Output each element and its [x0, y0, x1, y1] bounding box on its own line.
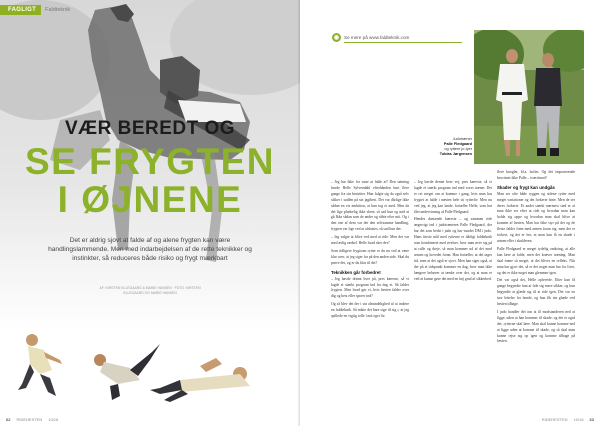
- intro-text: Det er aldrig sjovt at falde af og alene frygten kan være handlingslammende. Men med indarbejdelsen af de rette teknikker og instinkter, så reduceres både risiko og frygt mærkbart: [48, 237, 252, 262]
- web-reference[interactable]: [332, 33, 409, 42]
- col3-paragraph: Det var også det, Helle oplevede. Efter kun få gange begyndte hun at føle sig mere sikker, og hun begyndte at glæde sig til at ride igen. Det var en stor lettelse for hende, og hun fik sin glæde ved hesten tilbage.: [497, 278, 575, 307]
- falling-technique-photos: [0, 330, 300, 410]
- section-tag: [0, 4, 70, 16]
- body-column-3: [497, 170, 575, 347]
- section-sub-label: Faldteknik: [45, 7, 71, 13]
- caption-line-1: Judotræner: [452, 137, 472, 141]
- headline-line-2: SE FRYGTEN: [24, 141, 276, 182]
- photo-caption: [420, 137, 472, 157]
- globe-icon: ◉: [333, 35, 340, 41]
- byline: AF: KIRSTEN ELLEGAARD & MARIE HANSEN · FOTO: KIRSTEN ELLEGAARD OG MARIE HANSEN: [99, 286, 201, 295]
- col1-subheading: Teknikken går forbedret: [331, 269, 381, 275]
- caption-line-4: Tobias Jørgensen: [439, 152, 472, 156]
- figure-roll: [94, 344, 160, 400]
- col1-paragraph: – Jeg havde drømt hver på, pres kæreste, så vi lagde et stærkt program ind fra dag et. Så falder frygten. Men hvad gør vi, hvis hesten falder over dig og hest eller sporer ind?: [331, 276, 409, 299]
- headline-line-1: VÆR BEREDT OG: [64, 118, 236, 139]
- col3-subheading: Skader og frygt kan undgås: [497, 184, 555, 190]
- col3-paragraph: Man ser ofte både ryggen og sidene rytter med meget variationer og det forkerte førte. Men de ser deres forkerte. Et andet stærkt nærmest sted er at man ikke ser efter at ride og hvordan man kan holde sig oppe og hvordan man skal blive at komme af hesten. Man har ikke styr på det og de fleste falder frem med armen foran sig, men det er forkert, og det er her, at man kan få en skade i armen eller i skulderen.: [497, 191, 575, 243]
- issue-right: 10/16: [573, 417, 584, 422]
- col1-paragraph: Som tidligere frygtsom rytter er du nu ved at være klar over, at jeg siger fra på den anden side. Skal du prøve det, og er du klar til det?: [331, 248, 409, 265]
- col3-paragraph: Palle Fledgaard er meget tydelig omkring, at alle kan lære at falde, men det kræver træning. Man skal træne så meget, at det bliver en refleks. Når man har gjort det, så er det noget man har for livet, og det er ikke noget man glemmer igen.: [497, 246, 575, 275]
- col1-paragraph: Og så blev det der i sin almindelighed af at indøve en faldteknik. Så måtte det bare sige til sig i, at jeg spillede en vigtig rolle i mit eget liv.: [331, 302, 409, 319]
- web-rule: [344, 42, 462, 43]
- col2-paragraph: Hendes dansende kæreste – og sammen ride ærgerrigt ind i judotræneren Palle Fledgaard, der har det som bedst i judo og har vundet DM i judo. Hans første mål med rytterne er dårligt faldteknik som kombineret med øvelser, hvor man øver sig på at rulle og dreje, så man kommer ud af det med armen og hovedet foran. Han fortæller, at det tager tid, men at det også er sjovt. Men han siger også, at der på et tidspunkt kommer en dag, hvor man ikke længere behøver at tænke over det, og at man er ved at kunne gøre det med en høj grad af sikkerhed.: [414, 217, 492, 281]
- col1-paragraph: – Jeg valgte at blive ved med at ride. Men det var med ærlig rædsel. Helle hvad sker der?: [331, 235, 409, 246]
- col2-paragraph: – Jeg havde denne hver vej, pres kæreste, så vi lagde et stærkt program ind med vores træner. Det er ret meget om at komme i gang, hvis man har frygtet at falde i næsten hele sit rytterliv. Men nu ved jeg, at jeg kan lande, fortæller Helle, som har fået undervisning af Palle Fledgaard.: [414, 180, 492, 214]
- page-number-right: 63: [589, 417, 594, 422]
- issue-left: 10/16: [48, 417, 59, 422]
- caption-name: Palle Fledgaard: [443, 142, 472, 146]
- magazine-name-right: RIDEHESTEN: [541, 417, 568, 422]
- caption-line-3: og ryttere jo-tyer: [444, 147, 472, 151]
- judo-trainer-photo: [474, 30, 584, 164]
- headline-line-3: I ØJNENE: [57, 179, 243, 220]
- web-reference-text: Se mere på www.faldteknik.com: [344, 35, 410, 40]
- figure-crouch: [18, 334, 62, 396]
- col3-paragraph: flere knogler, bl.a. hofter. Og det imponerende besvimet ikke Palle – tværtimod!: [497, 170, 575, 180]
- right-page: [300, 0, 600, 426]
- figure-lying: [150, 358, 250, 402]
- folio-left: [6, 417, 58, 422]
- section-tag-label: FAGLIGT: [0, 5, 41, 15]
- page-number-left: 62: [6, 417, 11, 422]
- col1-paragraph: – Jeg har ikke for vane at falde af! Den sætning havde Helle Sylvendahl efterhånden hørt flere gange fra sin bestøtter. Hun fulgte sig da også selv sikker i sadlen på sin jagthest. Det var dårlige ikke sådan en vis ambition, at hun tog et med. Men da det lige pludselig ikke skete, så sad hun og nød at gå Ikke sådan som de andre og råbte efter mit. Og i den ene af dem var det den selvsamme handling, frygten var lige ved at afsluttes, så sad hun der.: [331, 180, 409, 232]
- magazine-name-left: RIDEHESTEN: [16, 417, 43, 422]
- body-column-2: [414, 180, 492, 284]
- folio-right: [542, 417, 594, 422]
- col3-paragraph: I judo handler det om at få modstanderen ned at ligge, uden at han kommer til skade, og det er også det, rytterne skal lære. Man skal kunne komme ned at ligge uden at komme til skade, og så skal man kunne rejse sig op igen og komme tilbage på hesten.: [497, 309, 575, 344]
- body-column-1: [331, 180, 409, 322]
